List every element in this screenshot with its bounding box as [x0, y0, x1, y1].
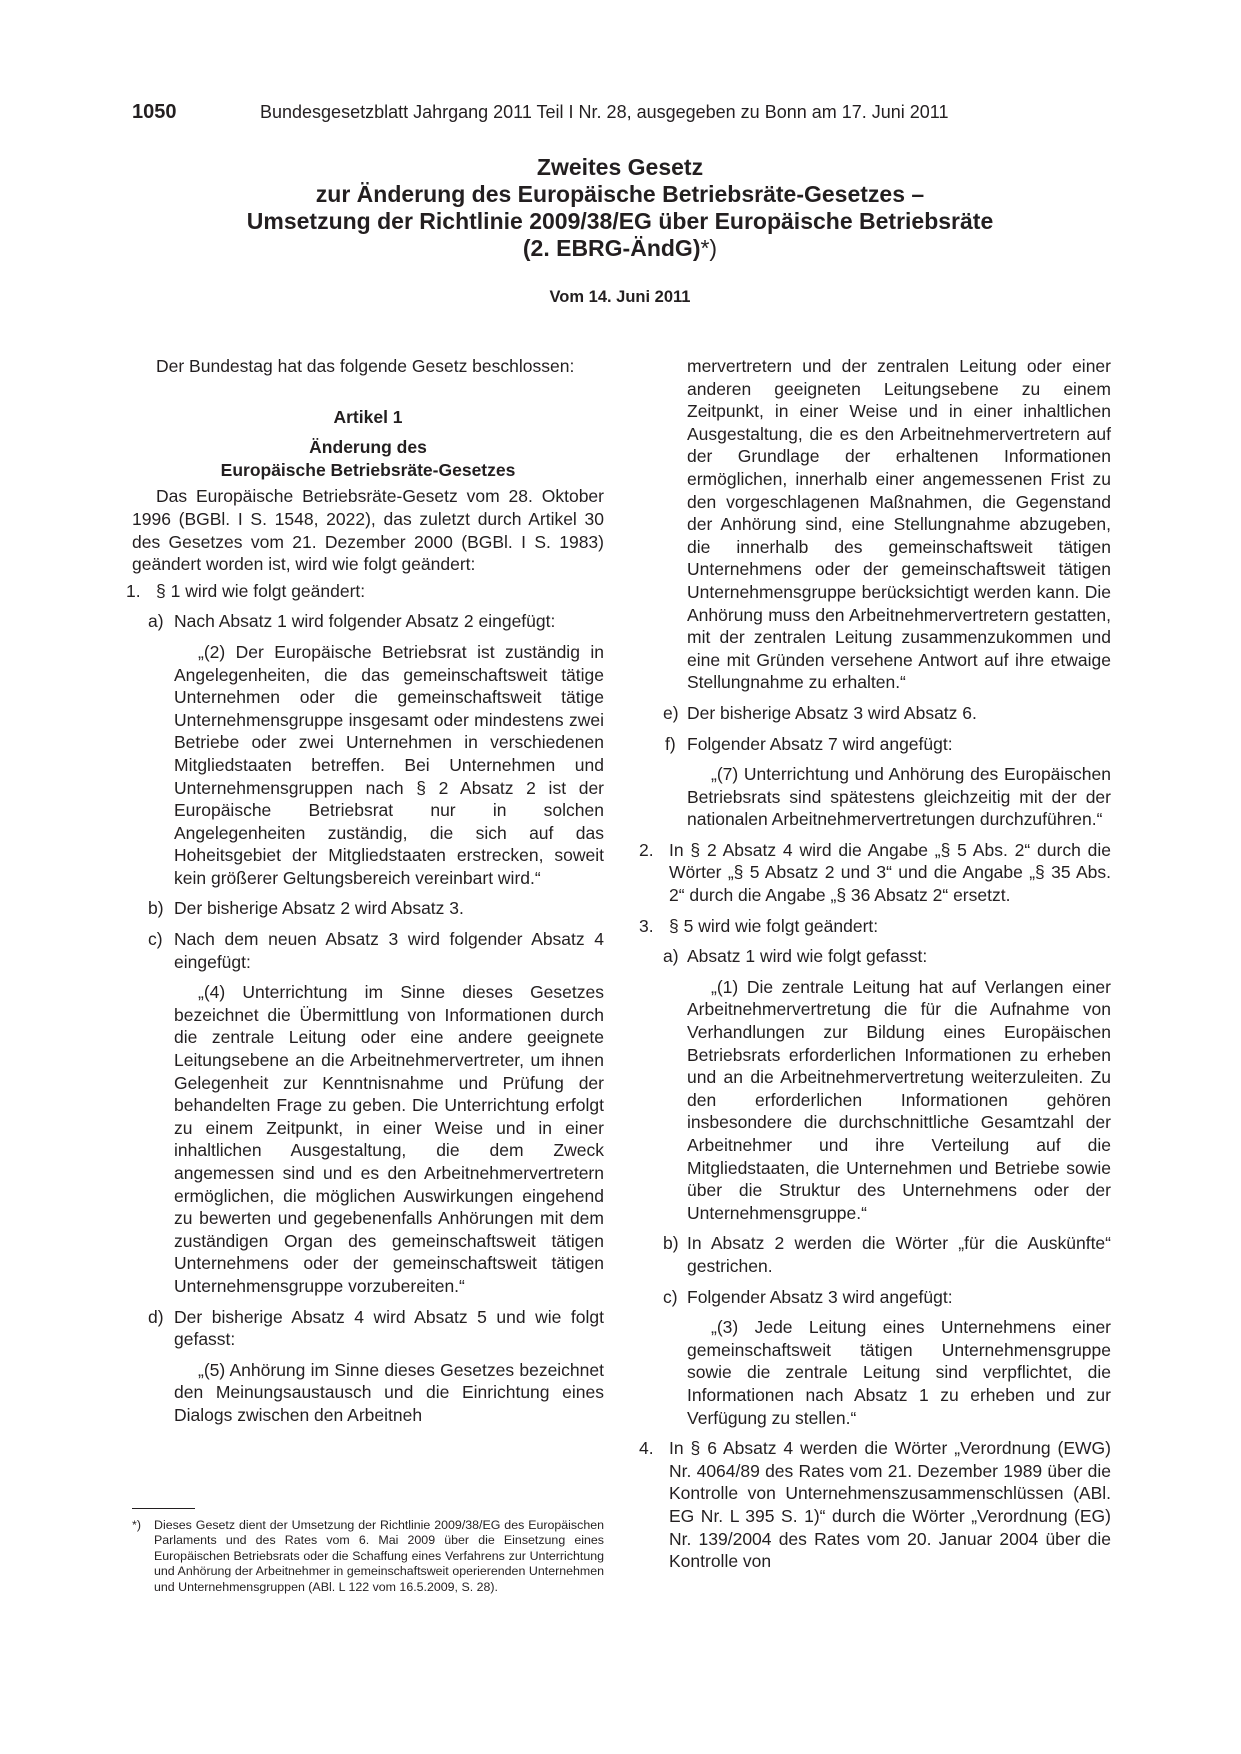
article-preamble: Das Europäische Betriebsräte-Gesetz vom 28. Oktober 1996 (BGBl. I S. 1548, 2022), das zuletzt durch Artikel 30 des Gesetzes vom 21. Dezember 2000 (BGBl. I S. 1983) geändert worden ist, wird wie folgt geändert: [132, 486, 604, 575]
amendment-subitem-a [645, 945, 1111, 968]
page-number: 1050 [132, 101, 177, 123]
enactment-clause: Der Bundestag hat das folgende Gesetz beschlossen: [156, 356, 575, 376]
amendment-subitem-b [132, 897, 604, 920]
subitem-letter: c) [663, 1286, 678, 1307]
item-text: In § 2 Absatz 4 wird die Angabe „§ 5 Abs. 2“ durch die Wörter „§ 5 Absatz 2 und 3“ und die Angabe „§ 35 Abs. 2“ durch die Angabe „§ 36 Absatz 2“ ersetzt. [669, 839, 1111, 906]
subitem-letter: e) [663, 702, 679, 723]
subitem-letter: d) [148, 1306, 164, 1327]
footnote-text: Dieses Gesetz dient der Umsetzung der Richtlinie 2009/38/EG des Europäischen Parlaments und des Rates vom 6. Mai 2009 über die Einsetzung eines Europäischen Betriebsrats oder die Schaffung eines Verfahrens zur Unterrichtung und Anhörung der Arbeitnehmer in gemeinschaftsweit operierenden Unternehmen und Unternehmensgruppen (ABl. L 122 vom 16.5.2009, S. 28). [154, 1518, 604, 1594]
item-number: 3. [639, 915, 654, 936]
subitem-text: Der bisherige Absatz 3 wird Absatz 6. [687, 702, 977, 723]
item-number: 4. [639, 1438, 654, 1459]
subitem-text: Absatz 1 wird wie folgt gefasst: [687, 946, 928, 967]
left-column [126, 355, 604, 1427]
amendment-subitem-f [645, 733, 1111, 756]
law-title [140, 154, 1100, 262]
item-number: 1. [126, 580, 141, 601]
footnote-rule [132, 1508, 195, 1509]
item-text: In § 6 Absatz 4 werden die Wörter „Verordnung (EWG) Nr. 4064/89 des Rates vom 21. Dezember 1989 über die Kontrolle von Unternehmenszusammenschlüssen (ABl. EG Nr. L 395 S. 1)“ durch die Wörter „Verordnung (EG) Nr. 139/2004 des Rates vom 20. Januar 2004 über die Kontrolle von [669, 1438, 1111, 1572]
right-column [639, 355, 1111, 1573]
amendment-subitem-e [645, 702, 1111, 725]
subitem-text: Folgender Absatz 7 wird angefügt: [687, 733, 953, 754]
quoted-paragraph: „(1) Die zentrale Leitung hat auf Verlangen einer Arbeitnehmervertretung die für die Aufnahme von Verhandlungen zur Bildung eines Europäischen Betriebsrats erforderlichen Informationen zu erheben und an die Arbeitnehmervertretung weiterzuleiten. Zu den erforderlichen Informationen gehören insbesondere die durchschnittliche Gesamtzahl der Arbeitnehmer und ihre Verteilung auf die Mitgliedstaaten, die Unternehmen und Betriebe sowie über die Struktur des Unternehmens oder der Unternehmensgruppe.“ [687, 976, 1111, 1223]
title-abbreviation: (2. EBRG-ÄndG) [522, 235, 701, 261]
item-number: 2. [639, 839, 654, 860]
amendment-item-3 [639, 915, 1111, 938]
article-number: Artikel 1 [333, 406, 403, 427]
footnote [132, 1518, 604, 1595]
quoted-paragraph: „(5) Anhörung im Sinne dieses Gesetzes bezeichnet den Meinungsaustausch und die Einrichtung eines Dialogs zwischen den Arbeitneh [174, 1359, 604, 1425]
title-line-4 [140, 235, 1100, 262]
amendment-item-1 [126, 580, 604, 603]
subitem-text: Nach Absatz 1 wird folgender Absatz 2 eingefügt: [174, 611, 556, 632]
amendment-item-4 [639, 1437, 1111, 1573]
title-line-1: Zweites Gesetz [536, 154, 704, 180]
subitem-letter: b) [663, 1233, 679, 1254]
article-title-line-1: Änderung des [309, 437, 427, 458]
quoted-paragraph-continued: mervertretern und der zentralen Leitung oder einer anderen geeigneten Leitungsebene zu einem Zeitpunkt, in einer Weise und in einer inhaltlichen Ausgestaltung, die es den Arbeitnehmervertretern auf der Grundlage der erhaltenen Informationen ermöglichen, innerhalb einer angemessenen Frist zu den vorgeschlagenen Maßnahmen, die Gegenstand der Anhörung sind, eine Stellungnahme abzugeben, die innerhalb des gemeinschaftsweit tätigen Unternehmens oder der gemeinschaftsweit tätigen Unternehmensgruppe berücksichtigt werden kann. Die Anhörung muss den Arbeitnehmervertretern gestatten, mit der zentralen Leitung zusammenzukommen und eine mit Gründen versehene Antwort auf ihre etwaige Stellungnahme zu erhalten.“ [687, 356, 1111, 693]
footnote-mark: *) [132, 1518, 141, 1532]
article-title-line-2: Europäische Betriebsräte-Gesetzes [220, 459, 516, 480]
subitem-text: Der bisherige Absatz 4 wird Absatz 5 und wie folgt gefasst: [174, 1306, 604, 1350]
footnote-reference: *) [700, 235, 718, 261]
amendment-subitem-c [132, 928, 604, 973]
amendment-subitem-c [645, 1286, 1111, 1309]
quoted-paragraph: „(7) Unterrichtung und Anhörung des Europäischen Betriebsrats sind spätestens gleichzeitig mit der der nationalen Arbeitnehmervertretungen durchzuführen.“ [687, 764, 1111, 830]
subitem-text: In Absatz 2 werden die Wörter „für die Auskünfte“ gestrichen. [687, 1233, 1111, 1276]
subitem-letter: a) [148, 611, 164, 632]
subitem-letter: b) [148, 898, 164, 919]
quoted-paragraph: „(4) Unterrichtung im Sinne dieses Gesetzes bezeichnet die Übermittlung von Informationen durch die zentrale Leitung oder eine andere geeignete Leitungsebene an die Arbeitnehmervertreter, um ihnen Gelegenheit zur Kenntnisnahme und Prüfung der behandelten Frage zu geben. Die Unterrichtung erfolgt zu einem Zeitpunkt, in einer Weise und in einer inhaltlichen Ausgestaltung, die dem Zweck angemessen sind und es den Arbeitnehmervertretern ermöglichen, die möglichen Auswirkungen eingehend zu bewerten und gegebenenfalls Anhörungen mit dem zuständigen Organ des gemeinschaftsweit tätigen Unternehmens oder der gemeinschaftsweit tätigen Unternehmensgruppe vorzubereiten.“ [174, 982, 604, 1296]
item-text: § 5 wird wie folgt geändert: [669, 915, 879, 936]
quoted-paragraph: „(3) Jede Leitung eines Unternehmens einer gemeinschaftsweit tätigen Unternehmensgruppe sowie die zentrale Leitung sind verpflichtet, die Informationen nach Absatz 1 zu erheben und zur Verfügung zu stellen.“ [687, 1317, 1111, 1428]
subitem-text: Nach dem neuen Absatz 3 wird folgender Absatz 4 eingefügt: [174, 929, 604, 972]
amendment-subitem-a [132, 610, 604, 633]
subitem-text: Folgender Absatz 3 wird angefügt: [687, 1286, 953, 1307]
quoted-paragraph: „(2) Der Europäische Betriebsrat ist zuständig in Angelegenheiten, die das gemeinschaftsweit tätige Unternehmen oder die gemeinschaftsweit tätige Unternehmensgruppe insgesamt oder mindestens zwei Betriebe oder zwei Unternehmen in verschiedenen Mitgliedstaaten betreffen. Bei Unternehmen und Unternehmensgruppen nach § 2 Absatz 2 ist der Europäische Betriebsrat nur in solchen Angelegenheiten zuständig, die sich auf das Hoheitsgebiet der Mitgliedstaaten erstrecken, soweit kein größerer Geltungsbereich vereinbart wird.“ [174, 641, 604, 888]
subitem-letter: f) [665, 733, 676, 754]
title-line-3: Umsetzung der Richtlinie 2009/38/EG über Europäische Betriebsräte [246, 208, 994, 234]
law-date: Vom 14. Juni 2011 [549, 288, 691, 306]
amendment-subitem-d [132, 1306, 604, 1351]
amendment-subitem-b [645, 1232, 1111, 1277]
subitem-letter: c) [148, 929, 163, 950]
running-head: Bundesgesetzblatt Jahrgang 2011 Teil I Nr. 28, ausgegeben zu Bonn am 17. Juni 2011 [260, 102, 949, 122]
subitem-text: Der bisherige Absatz 2 wird Absatz 3. [174, 898, 464, 919]
item-text: § 1 wird wie folgt geändert: [156, 580, 366, 601]
subitem-letter: a) [663, 946, 679, 967]
title-line-2: zur Änderung des Europäische Betriebsräte-Gesetzes – [315, 181, 925, 207]
amendment-item-2 [639, 839, 1111, 907]
